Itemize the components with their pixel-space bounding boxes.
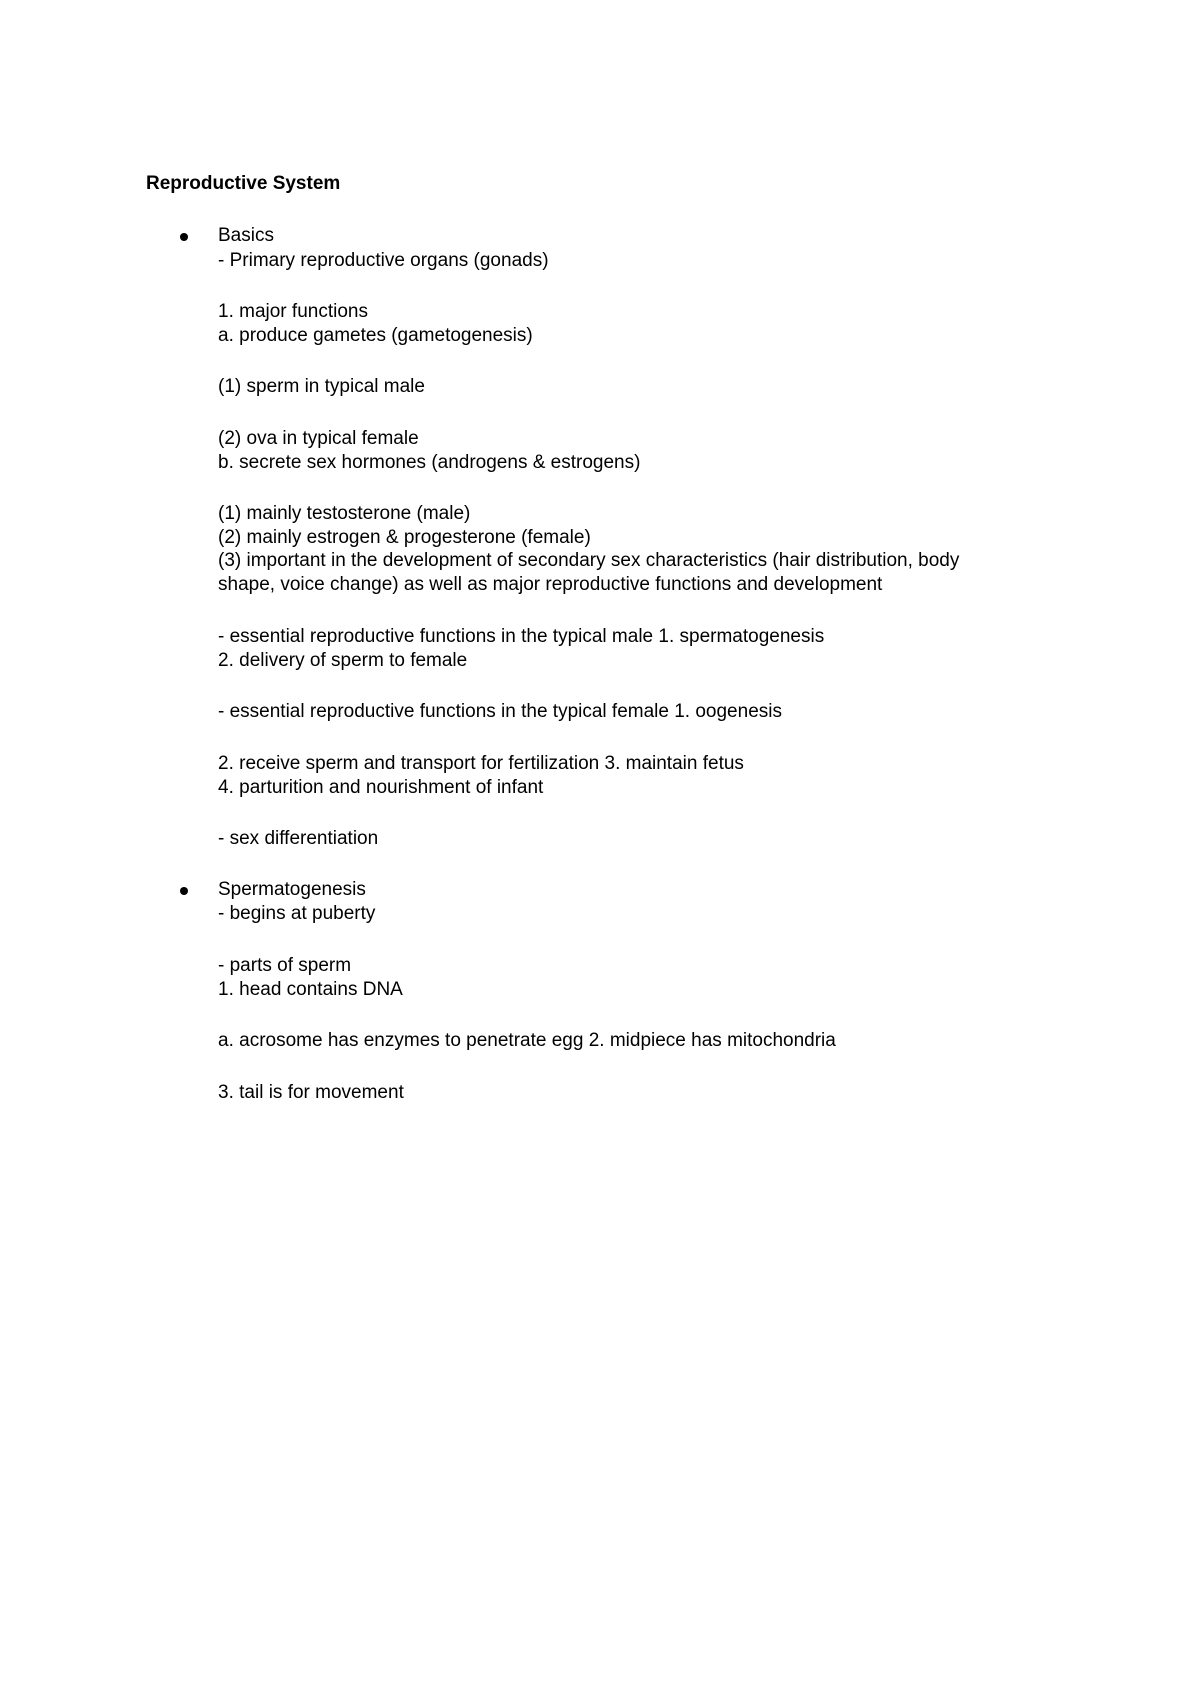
list-item: - parts of sperm [218, 955, 352, 976]
section-heading-basics: Basics [218, 225, 274, 246]
list-item: 4. parturition and nourishment of infant [218, 777, 544, 798]
list-item: (1) sperm in typical male [218, 376, 425, 397]
list-item: 2. receive sperm and transport for fertilization 3. maintain fetus [218, 753, 744, 774]
list-item: a. produce gametes (gametogenesis) [218, 325, 533, 346]
list-item: - begins at puberty [218, 903, 376, 924]
list-item: 2. delivery of sperm to female [218, 650, 468, 671]
list-item: 1. head contains DNA [218, 979, 403, 1000]
list-item: shape, voice change) as well as major reproductive functions and development [218, 574, 883, 595]
document-title: Reproductive System [146, 173, 341, 194]
list-item: (2) mainly estrogen & progesterone (female) [218, 527, 591, 548]
list-item: (1) mainly testosterone (male) [218, 503, 471, 524]
list-item: - Primary reproductive organs (gonads) [218, 250, 549, 271]
list-item: 3. tail is for movement [218, 1082, 404, 1103]
list-item: (2) ova in typical female [218, 428, 419, 449]
list-item: (3) important in the development of secondary sex characteristics (hair distribution, body [218, 550, 960, 571]
list-item: - sex differentiation [218, 828, 379, 849]
list-item: 1. major functions [218, 301, 368, 322]
bullet-icon [180, 887, 188, 895]
list-item: b. secrete sex hormones (androgens & estrogens) [218, 452, 641, 473]
section-heading-spermatogenesis: Spermatogenesis [218, 879, 366, 900]
bullet-icon [180, 233, 188, 241]
list-item: a. acrosome has enzymes to penetrate egg 2. midpiece has mitochondria [218, 1030, 836, 1051]
list-item: - essential reproductive functions in the typical female 1. oogenesis [218, 701, 782, 722]
list-item: - essential reproductive functions in the typical male 1. spermatogenesis [218, 626, 825, 647]
